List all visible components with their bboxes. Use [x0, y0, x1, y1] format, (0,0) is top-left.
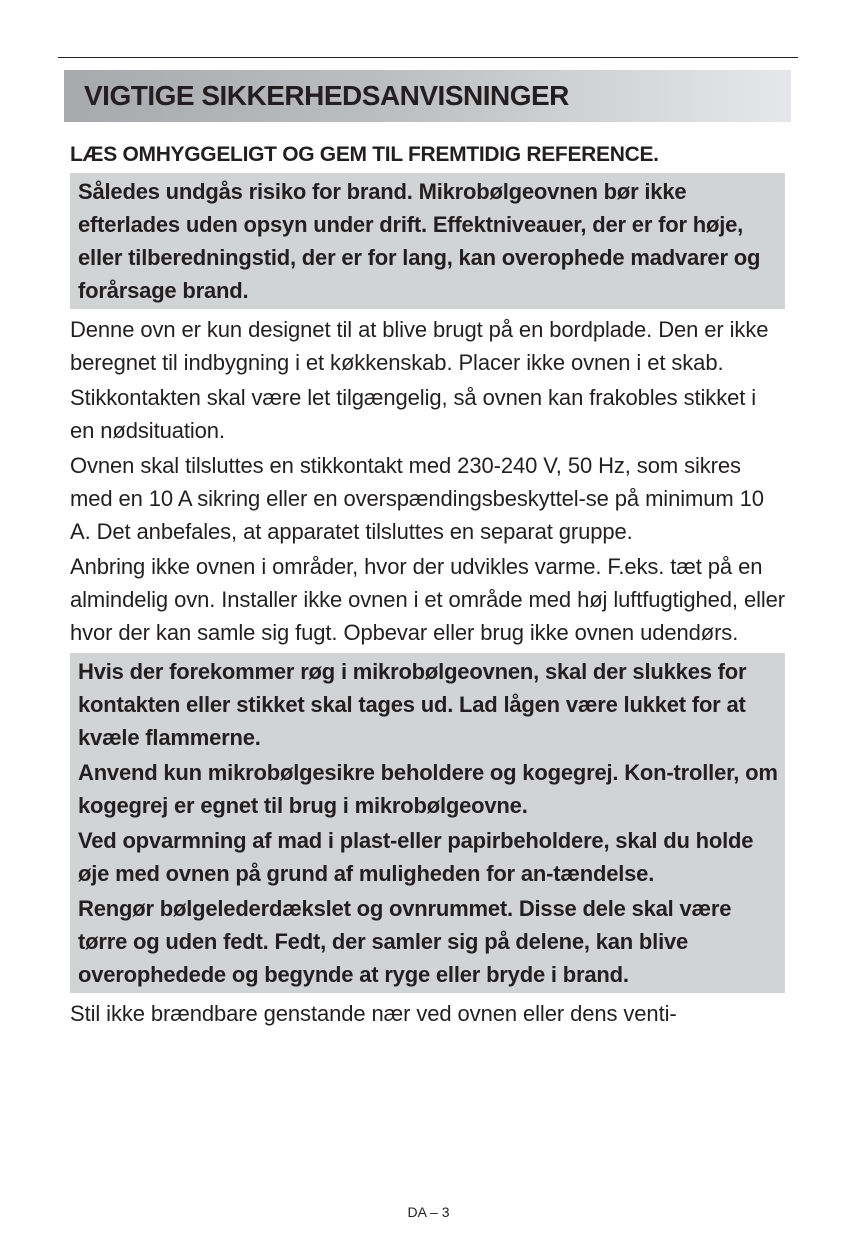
- warning-paragraph: Rengør bølgelederdækslet og ovnrummet. Disse dele skal være tørre og uden fedt. Fedt, der samler sig på delene, kan blive overophedede og begynde at ryge eller bryde i brand.: [78, 896, 732, 987]
- body-paragraph: Anbring ikke ovnen i områder, hvor der udvikles varme. F.eks. tæt på en almindelig ovn. Installer ikke ovnen i et område med høj luftfugtighed, eller hvor der kan samle sig fugt. Opbevar eller brug ikke ovnen udendørs.: [70, 554, 786, 645]
- body-paragraph: Stil ikke brændbare genstande nær ved ovnen eller dens venti-: [70, 1001, 677, 1026]
- warning-paragraph: Hvis der forekommer røg i mikrobølgeovnen, skal der slukkes for kontakten eller stikket skal tages ud. Lad lågen være lukket for at kvæle flammerne.: [78, 659, 747, 750]
- section-title: VIGTIGE SIKKERHEDSANVISNINGER: [84, 80, 569, 111]
- warning-box-smoke-and-containers: [70, 653, 785, 993]
- warning-paragraph: Således undgås risiko for brand. Mikrobølgeovnen bør ikke efterlades uden opsyn under drift. Effektniveauer, der er for høje, eller tilberedningstid, der er for lang, kan overophede madvarer og forårsage brand.: [78, 179, 761, 303]
- warning-paragraph: Anvend kun mikrobølgesikre beholdere og kogegrej. Kon-troller, om kogegrej er egnet til brug i mikrobølgeovne.: [78, 760, 778, 818]
- document-content: [70, 138, 786, 1030]
- warning-box-fire-risk: [70, 173, 785, 309]
- body-paragraph: Stikkontakten skal være let tilgængelig, så ovnen kan frakobles stikket i en nødsituation.: [70, 385, 757, 443]
- body-paragraph: Denne ovn er kun designet til at blive brugt på en bordplade. Den er ikke beregnet til indbygning i et køkkenskab. Placer ikke ovnen i et skab.: [70, 317, 769, 375]
- body-paragraph: Ovnen skal tilsluttes en stikkontakt med 230-240 V, 50 Hz, som sikres med en 10 A sikring eller en overspændingsbeskyttel-se på minimum 10 A. Det anbefales, at apparatet tilsluttes en separat gruppe.: [70, 453, 764, 544]
- top-rule: [58, 57, 798, 58]
- installation-instructions: [70, 313, 786, 649]
- page-number: DA – 3: [407, 1204, 450, 1220]
- flammable-items-instructions: [70, 997, 786, 1030]
- warning-paragraph: Ved opvarmning af mad i plast-eller papirbeholdere, skal du holde øje med ovnen på grund af muligheden for an-tændelse.: [78, 828, 754, 886]
- section-title-bar: [64, 70, 791, 122]
- reference-subheading: LÆS OMHYGGELIGT OG GEM TIL FREMTIDIG REFERENCE.: [70, 143, 659, 166]
